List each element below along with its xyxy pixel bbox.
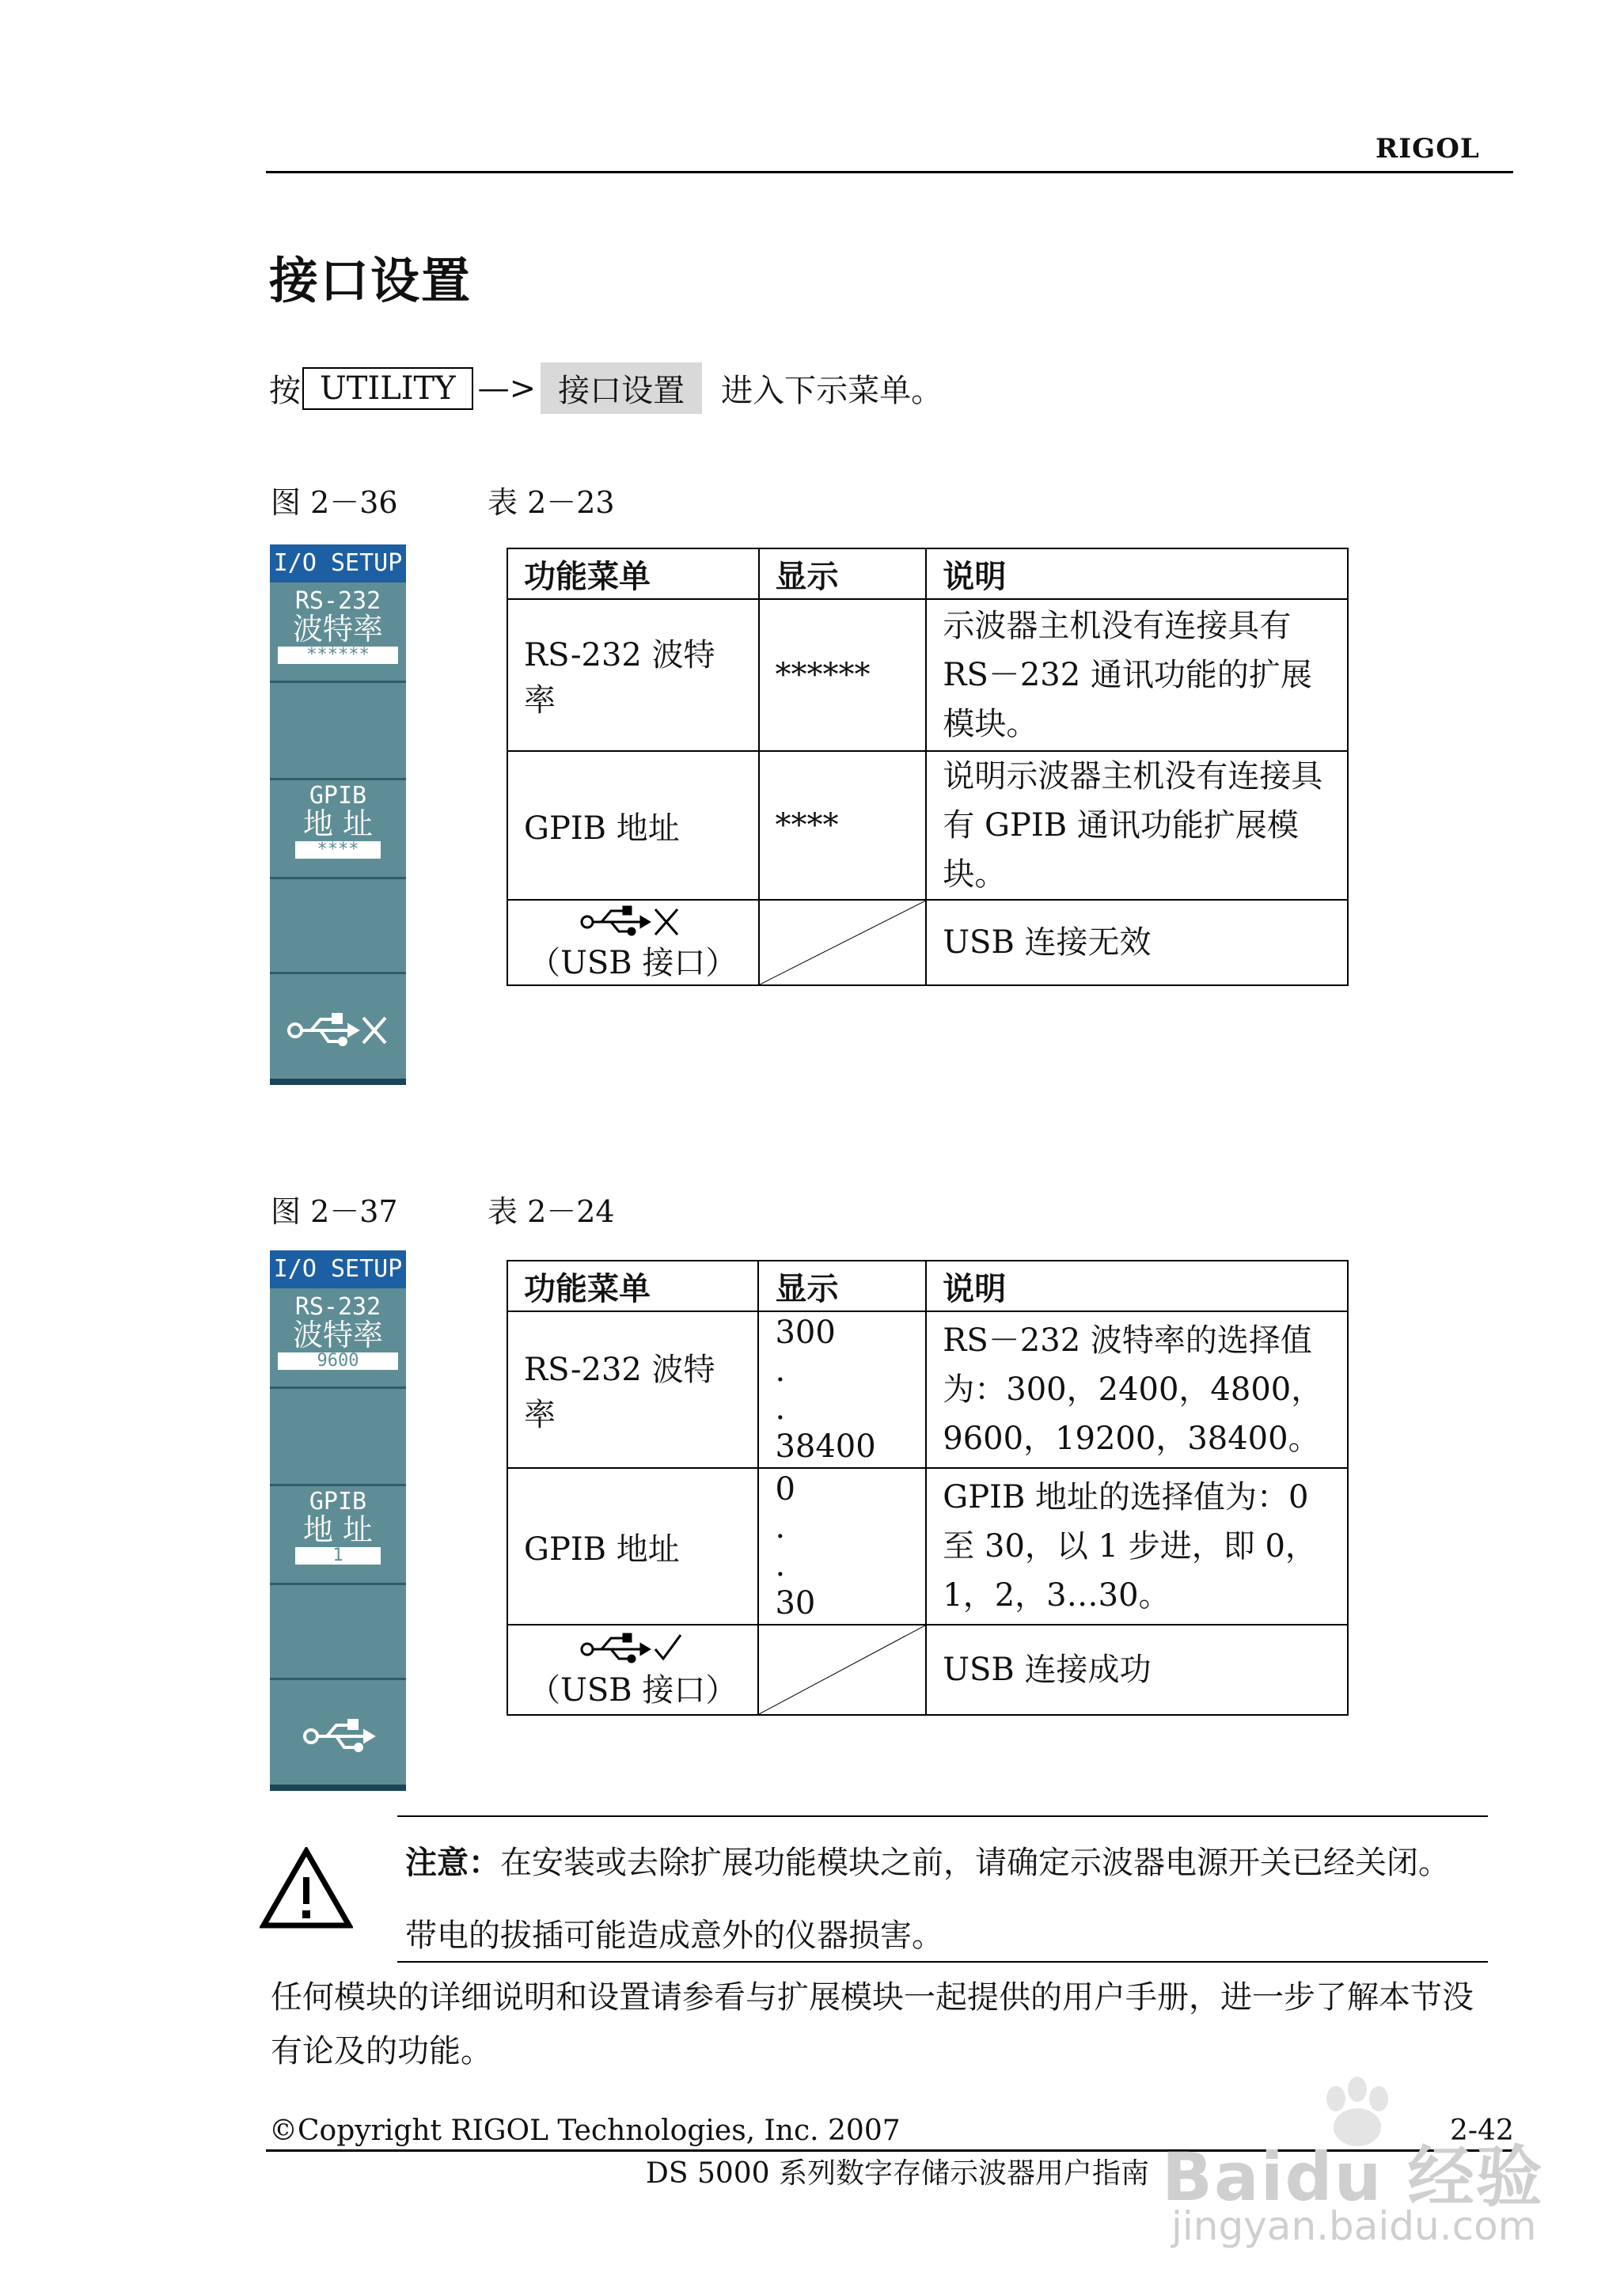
table-cell-range bbox=[758, 1468, 926, 1625]
note-label: 注意： bbox=[405, 1845, 500, 1881]
table-cell: RS－232 波特率的选择值为：300，2400，4800，9600，19200，38400。 bbox=[926, 1311, 1348, 1468]
utility-key: UTILITY bbox=[302, 367, 473, 410]
menu-title: I/O SETUP bbox=[270, 544, 406, 582]
diagonal-slash bbox=[760, 901, 926, 984]
watermark-url: jingyan.baidu.com bbox=[1171, 2203, 1537, 2249]
menu-separator bbox=[270, 778, 406, 780]
spec-table bbox=[507, 1260, 1349, 1716]
range-dot: . bbox=[775, 1509, 786, 1546]
figure-label: 图 2－37 bbox=[271, 1194, 398, 1229]
io-setup-menu bbox=[270, 544, 406, 1085]
usb-interface-label: （USB 接口） bbox=[529, 1671, 738, 1709]
menu-item-value: 9600 bbox=[278, 1352, 398, 1370]
table-cell: USB 连接成功 bbox=[926, 1625, 1348, 1715]
menu-separator bbox=[270, 1583, 406, 1585]
interface-setup-softkey: 接口设置 bbox=[541, 362, 702, 414]
menu-separator bbox=[270, 1386, 406, 1389]
range-top: 0 bbox=[775, 1471, 795, 1508]
menu-item-value: 1 bbox=[295, 1547, 381, 1565]
table-row bbox=[507, 751, 1348, 900]
usb-connected-icon bbox=[578, 1630, 689, 1665]
usb-connected-icon bbox=[270, 1705, 406, 1768]
menu-separator bbox=[270, 681, 406, 683]
page-number: 2-42 bbox=[1450, 2115, 1514, 2147]
menu-item-gpib-address bbox=[270, 1489, 406, 1565]
table-header-row bbox=[507, 1261, 1348, 1311]
column-header: 说明 bbox=[926, 1261, 1348, 1311]
table-row bbox=[507, 1468, 1348, 1625]
diagonal-slash bbox=[759, 1625, 925, 1714]
instruction-suffix: 进入下示菜单。 bbox=[721, 373, 943, 409]
table-cell: 说明示波器主机没有连接具有 GPIB 通讯功能扩展模块。 bbox=[926, 751, 1348, 900]
header-rule bbox=[266, 171, 1513, 173]
table-row bbox=[507, 1311, 1348, 1468]
note-rule-top bbox=[397, 1815, 1488, 1817]
watermark-logo: Baidu 经验 bbox=[1162, 2138, 1544, 2216]
menu-item-line: GPIB bbox=[309, 782, 367, 810]
table-cell: ****** bbox=[759, 599, 927, 751]
table-cell: RS-232 波特率 bbox=[507, 599, 759, 751]
brand-logo-text: RIGOL bbox=[1375, 133, 1480, 165]
table-header-row bbox=[507, 548, 1348, 599]
warning-icon bbox=[260, 1847, 353, 1929]
menu-item-rs232-baud bbox=[270, 1295, 406, 1370]
note-body: 在安装或去除扩展功能模块之前，请确定示波器电源开关已经关闭。 bbox=[500, 1845, 1450, 1881]
note-rule-bottom bbox=[397, 1961, 1488, 1963]
column-header: 显示 bbox=[759, 548, 927, 599]
menu-bottom-bar bbox=[270, 1785, 406, 1791]
usb-interface-label: （USB 接口） bbox=[529, 944, 738, 981]
spec-table bbox=[507, 548, 1349, 986]
table-label: 表 2－24 bbox=[488, 1194, 615, 1229]
menu-item-line: 波特率 bbox=[292, 1317, 383, 1352]
range-dot: . bbox=[775, 1352, 786, 1389]
column-header: 功能菜单 bbox=[507, 1261, 758, 1311]
usb-disconnected-icon bbox=[270, 999, 406, 1062]
table-cell-empty bbox=[759, 900, 927, 985]
instruction-arrow: —> bbox=[477, 370, 537, 407]
table-row bbox=[507, 900, 1348, 985]
range-dot: . bbox=[775, 1390, 786, 1427]
page-title: 接口设置 bbox=[269, 252, 472, 309]
range-dot: . bbox=[775, 1547, 786, 1584]
range-bottom: 38400 bbox=[775, 1428, 876, 1465]
column-header: 说明 bbox=[926, 548, 1348, 599]
column-header: 显示 bbox=[758, 1261, 926, 1311]
menu-item-gpib-address bbox=[270, 783, 406, 859]
manual-title: DS 5000 系列数字存储示波器用户指南 bbox=[646, 2157, 1150, 2190]
range-top: 300 bbox=[775, 1314, 836, 1351]
usb-disconnected-icon bbox=[578, 903, 689, 938]
menu-item-value: **** bbox=[295, 841, 381, 859]
copyright-text: ©Copyright RIGOL Technologies, Inc. 2007 bbox=[269, 2115, 901, 2147]
menu-item-line: RS-232 bbox=[294, 1293, 381, 1321]
menu-item-line: RS-232 bbox=[294, 587, 381, 615]
menu-item-line: 地 址 bbox=[302, 1512, 374, 1547]
table-row bbox=[507, 1625, 1348, 1715]
menu-item-line: 波特率 bbox=[292, 611, 383, 647]
menu-separator bbox=[270, 972, 406, 974]
menu-item-value: ****** bbox=[278, 647, 398, 664]
menu-separator bbox=[270, 877, 406, 879]
menu-separator bbox=[270, 1678, 406, 1680]
table-label: 表 2－23 bbox=[488, 485, 615, 520]
menu-title: I/O SETUP bbox=[270, 1250, 406, 1288]
table-cell-empty bbox=[758, 1625, 926, 1715]
table-cell bbox=[507, 900, 759, 985]
table-cell-range bbox=[758, 1311, 926, 1468]
menu-item-line: 地 址 bbox=[302, 806, 374, 841]
table-cell: RS-232 波特率 bbox=[507, 1311, 758, 1468]
table-cell: 示波器主机没有连接具有RS－232 通讯功能的扩展模块。 bbox=[926, 599, 1348, 751]
table-cell: USB 连接无效 bbox=[926, 900, 1348, 985]
note-line-2: 带电的拔插可能造成意外的仪器损害。 bbox=[405, 1918, 943, 1954]
figure-label: 图 2－36 bbox=[271, 485, 398, 520]
table-cell bbox=[507, 1625, 758, 1715]
table-cell: **** bbox=[759, 751, 927, 900]
table-cell: GPIB 地址 bbox=[507, 751, 759, 900]
instruction-line bbox=[269, 362, 943, 414]
instruction-prefix: 按 bbox=[269, 373, 301, 409]
table-row bbox=[507, 599, 1348, 751]
range-bottom: 30 bbox=[775, 1585, 816, 1622]
table-cell: GPIB 地址 bbox=[507, 1468, 758, 1625]
note-line-1 bbox=[405, 1838, 1450, 1883]
io-setup-menu bbox=[270, 1250, 406, 1791]
table-cell: GPIB 地址的选择值为：0 至 30，以 1 步进，即 0，1，2，3…30。 bbox=[926, 1468, 1348, 1625]
column-header: 功能菜单 bbox=[507, 548, 759, 599]
menu-separator bbox=[270, 1484, 406, 1486]
menu-item-line: GPIB bbox=[309, 1488, 367, 1515]
menu-bottom-bar bbox=[270, 1079, 406, 1085]
menu-item-rs232-baud bbox=[270, 589, 406, 664]
body-paragraph: 任何模块的详细说明和设置请参看与扩展模块一起提供的用户手册，进一步了解本节没有论及的功能。 bbox=[271, 1979, 1474, 2069]
